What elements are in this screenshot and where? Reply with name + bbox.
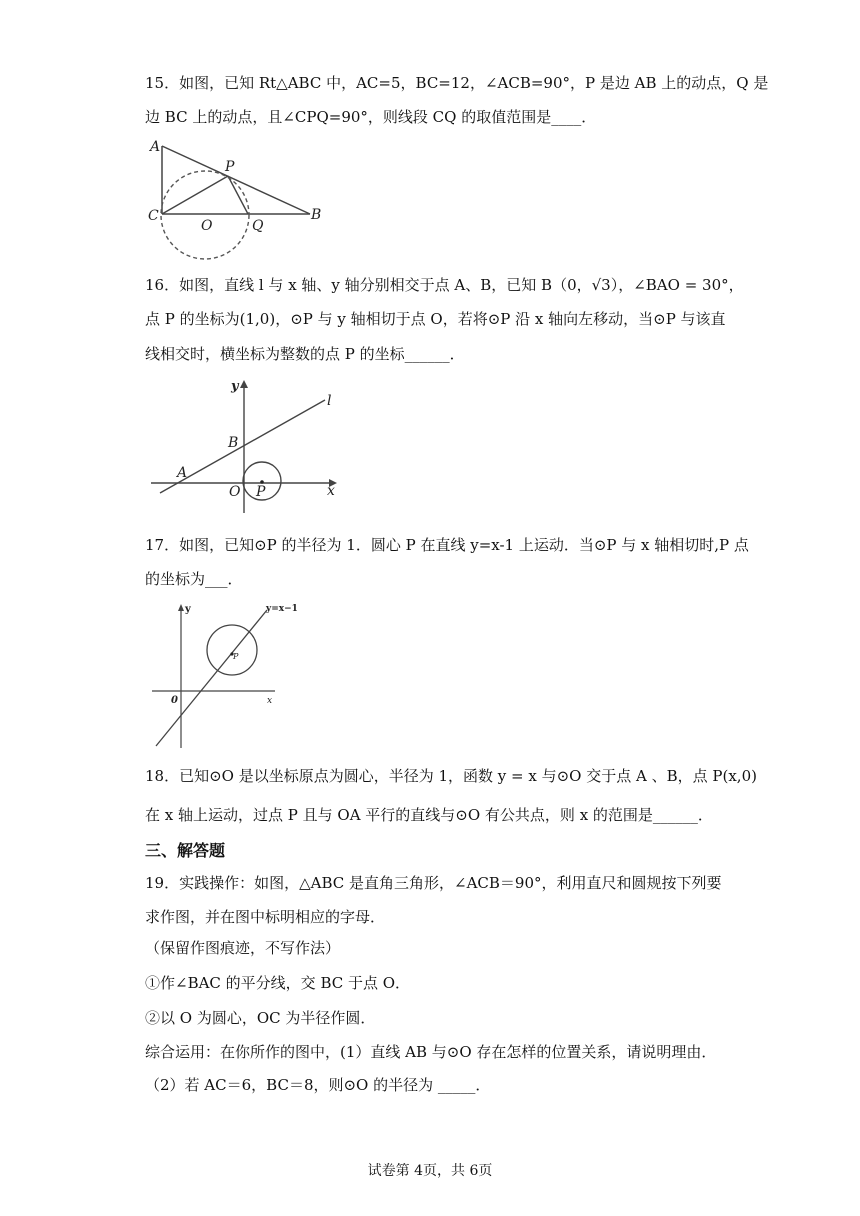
q16-text-line3: 线相交时，横坐标为整数的点 P 的坐标______． bbox=[145, 345, 465, 363]
q19-text-line6: 综合运用：在你所作的图中，(1）直线 AB 与⊙O 存在怎样的位置关系，请说明理由． bbox=[145, 1043, 717, 1061]
q16-label-P: P bbox=[256, 484, 266, 500]
q16-label-x: x bbox=[327, 483, 335, 499]
q16-text-line1: 16．如图，直线 l 与 x 轴、y 轴分别相交于点 A、B，已知 B（0，√3），∠BAO = 30°， bbox=[145, 276, 744, 294]
q16-label-y: y bbox=[231, 379, 239, 394]
q15-text-line1: 15．如图，已知 Rt△ABC 中，AC=5，BC=12，∠ACB=90°，P 是边 AB 上的动点，Q 是 bbox=[145, 74, 769, 92]
q17-label-line: y=x−1 bbox=[266, 604, 298, 614]
q19-text-line7: （2）若 AC＝6，BC＝8，则⊙O 的半径为 _____． bbox=[145, 1076, 491, 1094]
q18-text-line1: 18．已知⊙O 是以坐标原点为圆心，半径为 1，函数 y = x 与⊙O 交于点 A 、B，点 P(x,0) bbox=[145, 767, 757, 785]
q17-label-x: x bbox=[267, 696, 273, 706]
q15-label-Q: Q bbox=[252, 218, 264, 234]
q17-text-line1: 17．如图，已知⊙P 的半径为 1．圆心 P 在直线 y=x-1 上运动．当⊙P 与 x 轴相切时,P 点 bbox=[145, 536, 749, 554]
q17-text-line2: 的坐标为___． bbox=[145, 570, 243, 588]
q15-label-C: C bbox=[148, 208, 159, 224]
q16-label-A: A bbox=[177, 465, 188, 481]
q17-label-O: 0 bbox=[171, 695, 178, 706]
q19-text-line2: 求作图，并在图中标明相应的字母． bbox=[145, 908, 386, 926]
q17-label-P: P bbox=[233, 652, 239, 661]
q16-label-l: l bbox=[327, 393, 332, 409]
q19-text-line4: ①作∠BAC 的平分线，交 BC 于点 O． bbox=[145, 974, 411, 992]
q15-label-O: O bbox=[201, 218, 213, 234]
q15-figure bbox=[145, 138, 335, 263]
page-footer: 试卷第 4页，共 6页 bbox=[367, 1163, 493, 1179]
q16-label-B: B bbox=[228, 435, 239, 451]
q18-text-line2: 在 x 轴上运动，过点 P 且与 OA 平行的直线与⊙O 有公共点，则 x 的范围是______． bbox=[145, 806, 713, 824]
q19-text-line5: ②以 O 为圆心，OC 为半径作圆． bbox=[145, 1009, 376, 1027]
q15-text-line2: 边 BC 上的动点，且∠CPQ=90°，则线段 CQ 的取值范围是____． bbox=[145, 108, 597, 126]
section-title: 三、解答题 bbox=[145, 841, 226, 860]
q17-label-y: y bbox=[185, 604, 191, 615]
q15-label-B: B bbox=[311, 207, 322, 223]
q15-label-P: P bbox=[225, 159, 235, 175]
q16-figure bbox=[145, 375, 355, 517]
q16-text-line2: 点 P 的坐标为(1,0)，⊙P 与 y 轴相切于点 O，若将⊙P 沿 x 轴向左移动，当⊙P 与该直 bbox=[145, 310, 726, 328]
q16-label-O: O bbox=[229, 484, 241, 500]
q19-text-line1: 19．实践操作：如图，△ABC 是直角三角形，∠ACB＝90°，利用直尺和圆规按下列要 bbox=[145, 874, 722, 892]
q15-label-A: A bbox=[150, 139, 161, 155]
q19-text-line3: （保留作图痕迹，不写作法） bbox=[145, 939, 341, 957]
q17-figure bbox=[145, 600, 305, 752]
